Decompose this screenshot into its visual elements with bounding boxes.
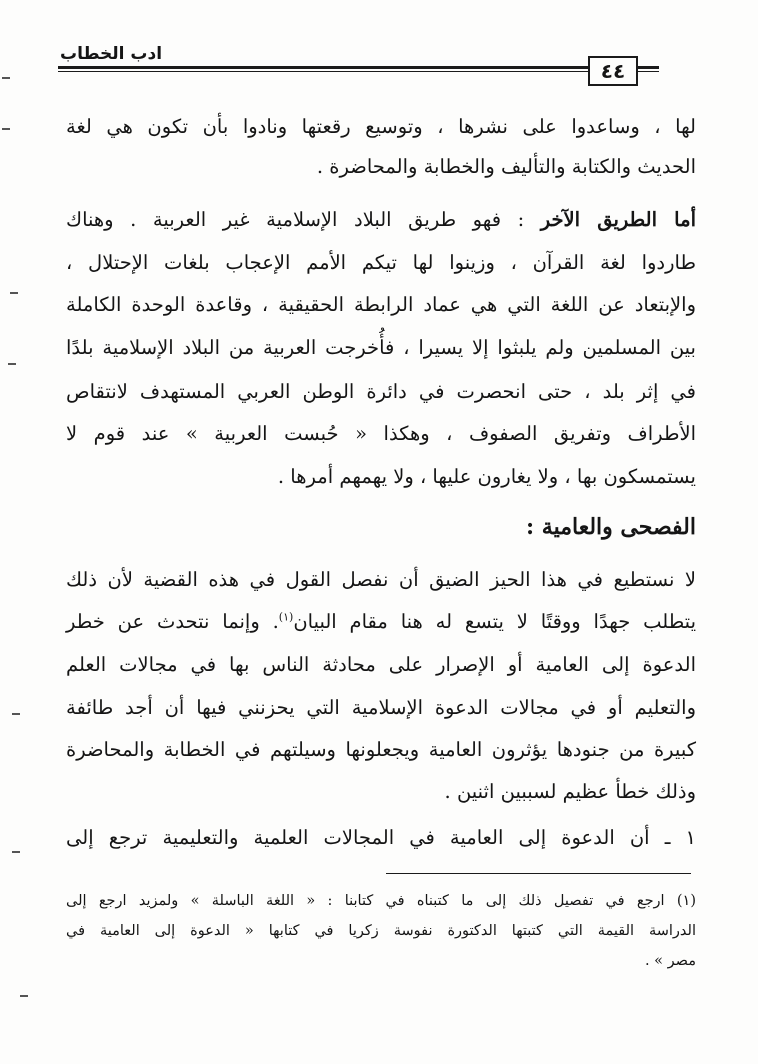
- scan-speck: [12, 713, 20, 715]
- header-rule-right-thick: [637, 66, 659, 69]
- body-line: يستمسكون بها ، ولا يغارون عليها ، ولا يهمهم أمرها .: [277, 465, 696, 488]
- running-title: ادب الخطاب: [60, 44, 163, 64]
- body-line: وذلك خطأ عظيم لسببين اثنين .: [444, 780, 696, 803]
- scan-speck: [10, 292, 18, 294]
- body-line: طاردوا لغة القرآن ، وزينوا لها تيكم الأمم الإعجاب بلغات الإحتلال ،: [66, 251, 696, 274]
- section-lead: أما الطريق الآخر: [540, 208, 696, 231]
- scan-speck: [12, 851, 20, 853]
- scan-speck: [20, 995, 28, 997]
- body-line: الحديث والكتابة والتأليف والخطابة والمحاضرة .: [316, 155, 696, 178]
- body-line: ١ ـ أن الدعوة إلى العامية في المجالات العلمية والتعليمية ترجع إلى: [66, 826, 696, 849]
- footnote-line: الدراسة القيمة التي كتبتها الدكتورة نفوسة زكريا في كتابها « الدعوة إلى العامية في: [66, 923, 696, 939]
- header-rule-thin: [58, 71, 588, 72]
- body-line: لا نستطيع في هذا الحيز الضيق أن نفصل القول في هذه القضية لأن ذلك: [66, 568, 697, 591]
- header-rule-right-thin: [637, 71, 659, 72]
- body-line: كبيرة من جنودها يؤثرون العامية ويجعلونها وسيلتهم في الخطابة والمحاضرة: [66, 738, 696, 761]
- section-heading: الفصحى والعامية :: [526, 514, 696, 540]
- body-text-span: يتطلب جهدًا ووقتًا لا يتسع له هنا مقام البيان: [293, 610, 696, 633]
- footnote-line: مصر » .: [644, 953, 696, 969]
- body-line: [66, 208, 696, 231]
- body-line: والتعليم أو في مجالات الدعوة الإسلامية التي يحزنني فيها أن أجد طائفة: [66, 696, 696, 719]
- header-rule-thick: [58, 66, 588, 69]
- body-text-span: : فهو طريق البلاد الإسلامية غير العربية . وهناك: [66, 208, 525, 231]
- scan-speck: [8, 363, 16, 365]
- scan-speck: [2, 77, 10, 79]
- scan-speck: [2, 128, 10, 130]
- body-text-span: . وإنما نتحدث عن خطر: [66, 610, 279, 633]
- body-line: الأطراف وتفريق الصفوف ، وهكذا « حُبست العربية » عند قوم لا: [66, 422, 696, 445]
- footnote-separator: [386, 873, 691, 874]
- body-line: بين المسلمين ولم يلبثوا إلا يسيرا ، فأُخرجت العربية من البلاد الإسلامية بلدًا: [66, 336, 696, 359]
- body-line: الدعوة إلى العامية أو الإصرار على محادثة الناس بها في مجالات العلم: [66, 653, 696, 676]
- page-number: ٤٤: [588, 56, 638, 86]
- body-line: في إثر بلد ، حتى انحصرت في دائرة الوطن العربي المستهدف لانتقاص: [66, 380, 696, 403]
- body-line: والإبتعاد عن اللغة التي هي عماد الرابطة الحقيقية ، وقاعدة الوحدة الكاملة: [66, 293, 696, 316]
- body-line: [66, 610, 696, 633]
- footnote-ref: (١): [278, 610, 294, 624]
- body-line: لها ، وساعدوا على نشرها ، وتوسيع رقعتها ونادوا بأن تكون هي لغة: [66, 115, 696, 138]
- footnote-line: (١) ارجع في تفصيل ذلك إلى ما كتبناه في كتابنا : « اللغة الباسلة » ولمزيد ارجع إلى: [66, 893, 696, 909]
